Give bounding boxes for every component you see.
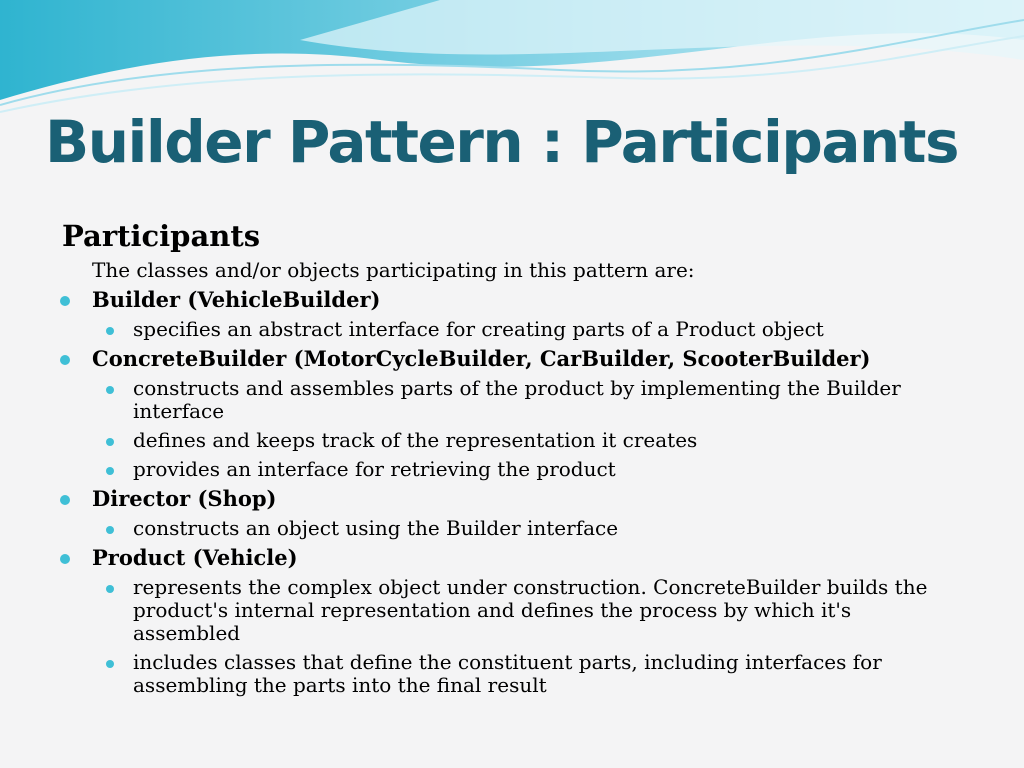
bullet-icon [106, 386, 114, 394]
bullet-icon [106, 438, 114, 446]
slide-body [62, 217, 962, 700]
participant-label: Product (Vehicle) [92, 545, 298, 570]
participant-item [62, 543, 962, 573]
point-text: specifies an abstract interface for creating parts of a Product object [133, 317, 824, 341]
participant-points [62, 374, 962, 484]
point-text: constructs an object using the Builder interface [133, 516, 619, 540]
bullet-icon [60, 554, 70, 564]
section-heading: Participants [62, 219, 261, 253]
participant-points [62, 315, 962, 344]
bullet-icon [60, 355, 70, 365]
list-item [62, 315, 962, 344]
participant-item [62, 344, 962, 374]
bullet-icon [106, 585, 114, 593]
point-text: constructs and assembles parts of the product by implementing the Builder interface [133, 376, 901, 423]
participant-label: Director (Shop) [92, 486, 277, 511]
bullet-icon [106, 467, 114, 475]
list-item [62, 514, 962, 543]
bullet-icon [106, 526, 114, 534]
list-item [62, 374, 962, 426]
slide-title: Builder Pattern : Participants [45, 108, 959, 176]
participant-label: ConcreteBuilder (MotorCycleBuilder, CarBuilder, ScooterBuilder) [92, 346, 871, 371]
bullet-icon [60, 296, 70, 306]
bullet-icon [106, 327, 114, 335]
participant-points [62, 514, 962, 543]
participant-item [62, 484, 962, 514]
list-item [62, 648, 962, 700]
point-text: provides an interface for retrieving the product [133, 457, 616, 481]
point-text: represents the complex object under construction. ConcreteBuilder builds the product's internal representation and defines the process by which it's assembled [133, 575, 928, 645]
bullet-icon [106, 660, 114, 668]
participant-label: Builder (VehicleBuilder) [92, 287, 381, 312]
list-item [62, 573, 962, 648]
participant-points [62, 573, 962, 700]
intro-text: The classes and/or objects participating in this pattern are: [92, 258, 695, 282]
participant-item [62, 285, 962, 315]
point-text: defines and keeps track of the representation it creates [133, 428, 698, 452]
point-text: includes classes that define the constituent parts, including interfaces for assembling the parts into the final result [133, 650, 882, 697]
list-item [62, 455, 962, 484]
list-item [62, 426, 962, 455]
header-wave-decoration [0, 0, 1024, 120]
bullet-icon [60, 495, 70, 505]
